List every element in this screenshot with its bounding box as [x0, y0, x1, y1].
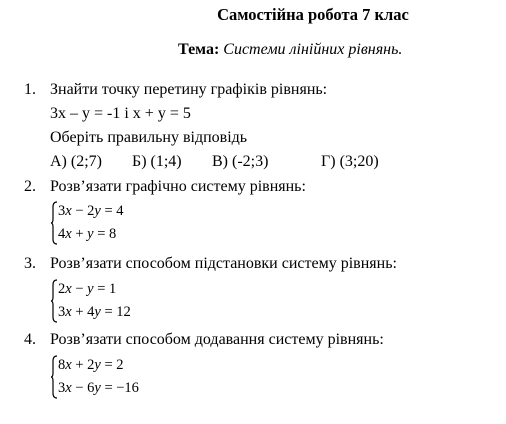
- task-1-option-d: Г) (3;20): [321, 153, 379, 170]
- brace-icon: [50, 200, 58, 246]
- task-1-prompt: Оберіть правильну відповідь: [50, 129, 248, 146]
- task-3-number: 3.: [24, 255, 36, 272]
- task-3-text: Розв’язати способом підстановки систему рівнянь:: [50, 255, 397, 272]
- topic-text: Системи лінійних рівнянь.: [223, 41, 403, 58]
- topic-label: Тема:: [178, 41, 220, 58]
- task-1-option-b: Б) (1;4): [132, 153, 182, 170]
- task-2-system: [50, 200, 170, 246]
- brace-icon: [50, 278, 58, 324]
- task-1-text: Знайти точку перетину графіків рівнянь:: [50, 81, 328, 98]
- brace-icon: [50, 354, 58, 400]
- task-4-text: Розв’язати способом додавання систему рівнянь:: [50, 331, 384, 348]
- task-3-equation-1: 2x − y = 1: [58, 281, 117, 297]
- task-4-number: 4.: [24, 331, 36, 348]
- page-title: Самостійна робота 7 клас: [217, 5, 409, 24]
- task-2-number: 2.: [24, 178, 36, 195]
- task-1-option-a: А) (2;7): [50, 153, 102, 170]
- task-2-equation-2: 4x + y = 8: [58, 226, 117, 242]
- task-4-system: [50, 354, 180, 400]
- task-2-equation-1: 3x − 2y = 4: [58, 203, 124, 219]
- task-1-number: 1.: [24, 81, 36, 98]
- task-4-equation-1: 8x + 2y = 2: [58, 357, 124, 373]
- task-3-equation-2: 3x + 4y = 12: [58, 304, 131, 320]
- task-2-text: Розв’язати графічно систему рівнянь:: [50, 178, 306, 195]
- task-3-system: [50, 278, 170, 324]
- topic-line: [178, 41, 402, 59]
- task-1-option-c: В) (-2;3): [212, 153, 269, 170]
- task-1-equations: 3x – y = -1 і x + y = 5: [50, 105, 191, 122]
- task-4-equation-2: 3x − 6y = −16: [58, 380, 139, 396]
